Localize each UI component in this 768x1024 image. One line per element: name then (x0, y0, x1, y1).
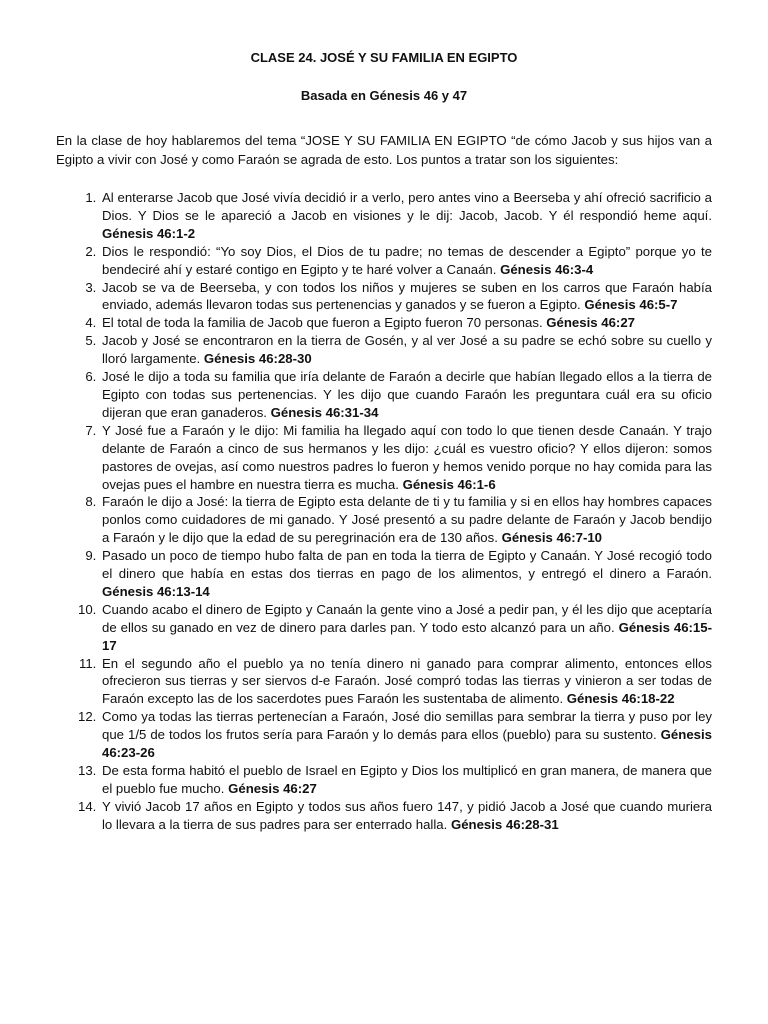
point-text: Jacob y José se encontraron en la tierra de Gosén, y al ver José a su padre se echó sobre su cuello y lloró largamente. (102, 333, 712, 367)
point-text: Faraón le dijo a José: la tierra de Egipto esta delante de ti y tu familia y si en ellos hay hombres capaces ponlos como cuidadores de mi ganado. Y José presentó a su padre delante de Faraón y Jacob bendijo a Faraón y le dijo que la edad de su peregrinación era de 130 años. (102, 494, 712, 546)
point-text: Y José fue a Faraón y le dijo: Mi familia ha llegado aquí con todo lo que tienen desde Canaán. Y trajo delante de Faraón a cinco de sus hermanos y les dijo: ¿cuál es vuestro oficio? Y ellos dijeron: somos pastores de ovejas, así como nuestros padres lo fueron y hemos venido porque no hay comida para las ovejas pues el hambre en nuestra tierra es mucha. (102, 422, 712, 492)
bible-reference: Génesis 46:15-17 (102, 619, 712, 653)
point-text: Como ya todas las tierras pertenecían a Faraón, José dio semillas para sembrar la tierra y puso por ley que 1/5 de todos los frutos sería para Faraón y lo demás para ellos (pueblo) para su sustento. (102, 709, 712, 743)
point-text: De esta forma habitó el pueblo de Israel en Egipto y Dios los multiplicó en gran manera, de manera que el pueblo fue mucho. (102, 763, 712, 796)
point-text: Y vivió Jacob 17 años en Egipto y todos sus años fuero 147, y pidió Jacob a José que cuando muriera lo llevara a la tierra de sus padres para ser enterrado halla. (102, 798, 712, 832)
list-item (100, 708, 712, 762)
list-item (100, 279, 712, 315)
point-text: Dios le respondió: “Yo soy Dios, el Dios de tu padre; no temas de descender a Egipto” porque yo te bendeciré ahí y estaré contigo en Egipto y te haré volver a Canaán. (102, 243, 712, 277)
bible-reference: Génesis 46:31-34 (270, 404, 379, 420)
page-title: CLASE 24. JOSÉ Y SU FAMILIA EN EGIPTO (250, 50, 518, 65)
list-item (100, 314, 712, 332)
point-text: Cuando acabo el dinero de Egipto y Canaán la gente vino a José a pedir pan, y él les dijo que aceptaría de ellos su ganado en vez de dinero para darles pan. Y todo esto alcanzó para un año. (102, 601, 712, 635)
bible-reference: Génesis 46:18-22 (566, 691, 675, 707)
bible-reference: Génesis 46:27 (546, 315, 635, 331)
list-item (100, 601, 712, 655)
bible-reference: Génesis 46:27 (228, 780, 317, 796)
point-text: Pasado un poco de tiempo hubo falta de pan en toda la tierra de Egipto y Canaán. Y José recogió todo el dinero que había en estas dos tierras en pago de los alimentos, y entregó el dinero a Faraón. (102, 548, 712, 582)
point-text: Al enterarse Jacob que José vivía decidió ir a verlo, pero antes vino a Beerseba y ahí ofreció sacrificio a Dios. Y Dios se le apareció a Jacob en visiones y le dij: Jacob, Jacob. Y él respondió heme aquí. (102, 190, 712, 223)
bible-reference: Génesis 46:7-10 (501, 530, 603, 546)
bible-reference: Génesis 46:28-30 (203, 351, 312, 367)
bible-reference: Génesis 46:1-2 (102, 225, 196, 241)
list-item (100, 189, 712, 243)
bible-reference: Génesis 46:3-4 (500, 261, 594, 277)
bible-reference: Génesis 46:28-31 (450, 816, 559, 832)
point-text: En el segundo año el pueblo ya no tenía dinero ni ganado para comprar alimento, entonces ellos ofrecieron sus tierras y ser siervos d-e Faraón. José compró todas las tierras y vinieron a ser todas de Faraón excepto las de los sacerdotes pues Faraón les sustentaba de alimento. (102, 655, 712, 707)
point-text: José le dijo a toda su familia que iría delante de Faraón a decirle que habían llegado ellos a la tierra de Egipto con todas sus pertenencias. Y les dijo que cuando Faraón les preguntara cuál era su oficio dijeran que eran ganaderos. (102, 369, 712, 420)
list-item (100, 493, 712, 547)
list-item (100, 547, 712, 601)
point-text: Jacob se va de Beerseba, y con todos los niños y mujeres se suben en los carros que Faraón había enviado, además llevaron todas sus pertenencias y ganados y se fueron a Egipto. (102, 279, 712, 313)
bible-reference: Génesis 46:23-26 (102, 727, 712, 761)
bible-reference: Génesis 46:13-14 (102, 583, 210, 599)
points-list (56, 189, 712, 834)
page-subtitle: Basada en Génesis 46 y 47 (300, 88, 468, 103)
bible-reference: Génesis 46:5-7 (584, 297, 678, 313)
point-text: El total de toda la familia de Jacob que fueron a Egipto fueron 70 personas. (102, 315, 543, 331)
intro-paragraph: En la clase de hoy hablaremos del tema “JOSE Y SU FAMILIA EN EGIPTO “de cómo Jacob y sus hijos van a Egipto a vivir con José y como Faraón se agrada de esto. Los puntos a tratar son los siguientes: (56, 133, 712, 167)
list-item (100, 798, 712, 834)
list-item (100, 762, 712, 798)
list-item (100, 655, 712, 709)
list-item (100, 332, 712, 368)
list-item (100, 243, 712, 279)
bible-reference: Génesis 46:1-6 (402, 476, 496, 492)
list-item (100, 422, 712, 494)
list-item (100, 368, 712, 422)
